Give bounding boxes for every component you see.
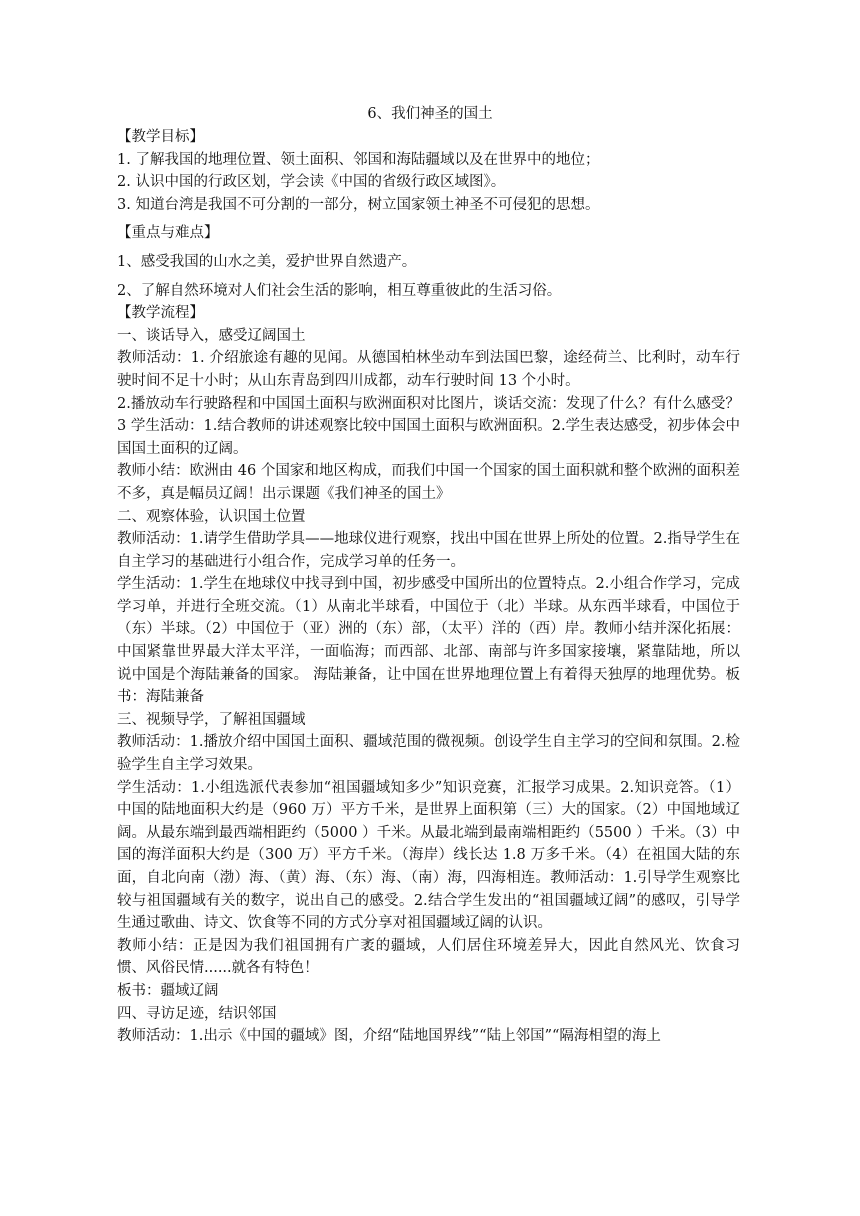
step-heading-3: 三、视频导学，了解祖国疆域 xyxy=(117,711,306,728)
section-heading-teaching-process: 【教学流程】 xyxy=(117,305,204,322)
goal-item-3: 3. 知道台湾是我国不可分割的一部分，树立国家领土神圣不可侵犯的思想。 xyxy=(117,196,600,213)
document-body xyxy=(117,126,740,1048)
paragraph: 学生活动：1.学生在地球仪中找寻到中国，初步感受中国所出的位置特点。2.小组合作学习，完成学习单，并进行全班交流。（1）从南北半球看，中国位于（北）半球。从东西半球看，中国位于（东）半球。（2）中国位于（亚）洲的（东）部，（太平）洋的（西）岸。教师小结并深化拓展：中国紧靠世界最大洋太平洋，一面临海；而西部、北部、南部与许多国家接壤，紧靠陆地，所以说中国是个海陆兼备的国家。 海陆兼备，让中国在世界地理位置上有着得天独厚的地理优势。板书：海陆兼备 xyxy=(117,576,740,706)
step-heading-2: 二、观察体验，认识国土位置 xyxy=(117,508,306,525)
paragraph: 教师活动：1.播放介绍中国国土面积、疆域范围的微视频。创设学生自主学习的空间和氛围。2.检验学生自主学习效果。 xyxy=(117,734,740,774)
key-point-1: 1、感受我国的山水之美，爱护世界自然遗产。 xyxy=(117,253,417,270)
paragraph: 教师活动：1. 介绍旅途有趣的见闻。从德国柏林坐动车到法国巴黎，途经荷兰、比利时，动车行驶时间不足十小时；从山东青岛到四川成都，动车行驶时间 13 个小时。 xyxy=(117,350,740,389)
goal-item-1: 1. 了解我国的地理位置、领土面积、邻国和海陆疆域以及在世界中的地位； xyxy=(117,151,600,168)
section-heading-key-points: 【重点与难点】 xyxy=(117,225,219,242)
section-heading-teaching-goals: 【教学目标】 xyxy=(117,129,204,145)
paragraph: 教师活动：1.出示《中国的疆域》图，介绍“陆地国界线”“陆上邻国”“隔海相望的海上 xyxy=(117,1028,661,1045)
step-heading-1: 一、谈话导入，感受辽阔国土 xyxy=(117,327,306,344)
paragraph: 2.播放动车行驶路程和中国国土面积与欧洲面积对比图片，谈话交流：发现了什么？有什么感受？ xyxy=(117,395,740,412)
goal-item-2: 2. 认识中国的行政区划，学会读《中国的省级行政区域图》。 xyxy=(117,174,506,191)
paragraph: 教师小结：欧洲由 46 个国家和地区构成，而我们中国一个国家的国土面积就和整个欧洲的面积差不多，真是幅员辽阔！出示课题《我们神圣的国土》 xyxy=(117,463,740,502)
document-title: 6、我们神圣的国土 xyxy=(367,106,493,122)
paragraph: 3 学生活动：1.结合教师的讲述观察比较中国国土面积与欧洲面积。2.学生表达感受，初步体会中国国土面积的辽阔。 xyxy=(117,418,740,457)
step-heading-4: 四、寻访足迹，结识邻国 xyxy=(117,1005,277,1022)
paragraph: 教师活动：1.请学生借助学具——地球仪进行观察，找出中国在世界上所处的位置。2.指导学生在自主学习的基础进行小组合作，完成学习单的任务一。 xyxy=(117,531,740,570)
paragraph: 学生活动：1.小组选派代表参加“祖国疆域知多少”知识竞赛，汇报学习成果。2.知识竞答。（1）中国的陆地面积大约是（960 万）平方千米，是世界上面积第（三）大的国家。（2）中国地域辽阔。从最东端到最西端相距约（5000 ）千米。从最北端到最南端相距约（5500 ）千米。（3）中国的海洋面积大约是（300 万）平方千米。（海岸）线长达 1.8 万多千米。（4）在祖国大陆的东面，自北向南（渤）海、（黄）海、（东）海、（南）海，四海相连。教师活动：1.引导学生观察比较与祖国疆域有关的数字，说出自己的感受。2.结合学生发出的“祖国疆域辽阔”的感叹，引导学生通过歌曲、诗文、饮食等不同的方式分享对祖国疆域辽阔的认识。 xyxy=(117,779,740,932)
key-point-2: 2、了解自然环境对人们社会生活的影响，相互尊重彼此的生活习俗。 xyxy=(117,282,562,299)
paragraph: 教师小结：正是因为我们祖国拥有广袤的疆域，人们居住环境差异大，因此自然风光、饮食习惯、风俗民情......就各有特色！ xyxy=(117,937,740,977)
paragraph: 板书：疆域辽阔 xyxy=(117,982,219,999)
